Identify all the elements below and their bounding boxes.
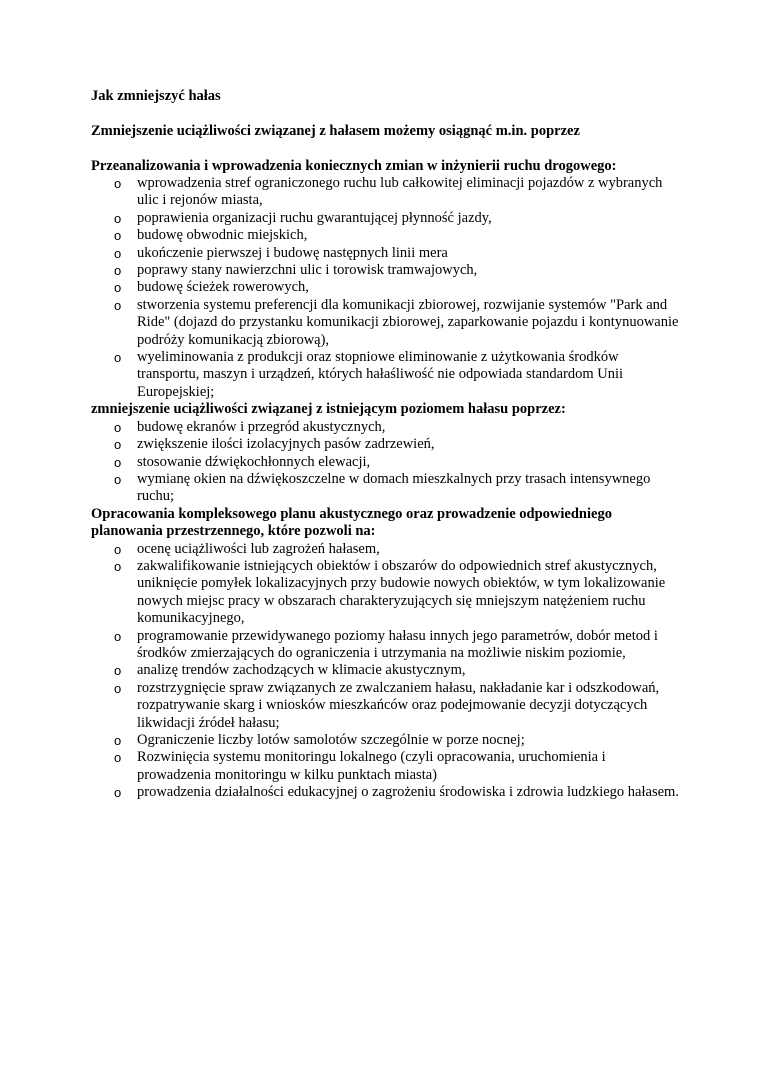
list-item [91,227,681,244]
bullet-icon: o [114,454,122,470]
section-traffic-engineering [91,158,681,402]
list-item-text: zakwalifikowanie istniejących obiektów i obszarów do odpowiednich stref akustycznych, uniknięcie pomyłek lokalizacyjnych przy budowie nowych obiektów, w tym lokalizowanie nowych miejsc pracy w obszarach charakteryzujących się mniejszym natężeniem ruchu komunikacyjnego, [137,557,666,627]
bullet-icon: o [114,228,122,244]
list-item [91,245,681,262]
list-item [91,732,681,749]
list-item [91,175,681,210]
section-acoustic-plan [91,506,681,802]
list-item [91,419,681,436]
bullet-icon: o [114,419,122,435]
bullet-icon: o [114,471,122,487]
bullet-icon: o [114,628,122,644]
list-item [91,454,681,471]
list-item [91,349,681,401]
list-item-text: zwiększenie ilości izolacyjnych pasów zadrzewień, [137,436,435,453]
list-item [91,279,681,296]
list-item-text: Ograniczenie liczby lotów samolotów szczególnie w porze nocnej; [137,732,525,748]
list-item [91,210,681,227]
bullet-icon: o [114,750,122,766]
bullet-icon: o [114,210,122,226]
bullet-icon: o [114,280,122,296]
section-existing-noise-reduction [91,401,681,505]
list-item-text: budowę ekranów i przegród akustycznych, [137,418,386,435]
list-item-text: Rozwinięcia systemu monitoringu lokalnego (czyli opracowania, uruchomienia i prowadzenia monitoringu w kilku punktach miasta) [137,749,606,783]
bullet-icon: o [114,733,122,748]
list-item [91,784,681,801]
list-item-text: ocenę uciążliwości lub zagrożeń hałasem, [137,540,380,557]
list-item-text: poprawienia organizacji ruchu gwarantującej płynność jazdy, [137,209,492,226]
list-item [91,558,681,628]
bullet-icon: o [114,245,122,261]
document-intro: Zmniejszenie uciążliwości związanej z hałasem możemy osiągnąć m.in. poprzez [91,122,580,139]
list-item-text: budowę ścieżek rowerowych, [137,279,309,296]
list-item-text: analizę trendów zachodzących w klimacie akustycznym, [137,662,466,679]
bullet-icon: o [114,263,122,279]
bullet-icon: o [114,297,122,313]
bullet-icon: o [114,785,122,801]
bullet-icon: o [114,541,122,557]
list-item-text: prowadzenia działalności edukacyjnej o zagrożeniu środowiska i zdrowia ludzkiego hałasem. [137,784,679,801]
list-item [91,297,681,349]
bullet-icon: o [114,680,122,696]
list-item [91,662,681,679]
list-item-text: stosowanie dźwiękochłonnych elewacji, [137,453,371,470]
bullet-list [91,419,681,506]
spacer [91,140,681,157]
bullet-list [91,541,681,802]
list-item-text: ukończenie pierwszej i budowę następnych linii mera [137,244,448,261]
list-item-text: wyeliminowania z produkcji oraz stopniowe eliminowanie z użytkowania środków transportu, maszyn i urządzeń, których hałaśliwość nie odpowiada standardom Unii Europejskiej; [137,349,624,400]
bullet-icon: o [114,437,122,453]
list-item-text: stworzenia systemu preferencji dla komunikacji zbiorowej, rozwijanie systemów "Park and Ride" (dojazd do przystanku komunikacji zbiorowej, zaparkowanie pojazdu i kontynuowanie podróży komunikacją zbiorową), [137,296,679,348]
bullet-icon: o [114,350,122,366]
bullet-icon: o [114,663,122,679]
bullet-icon: o [114,558,122,574]
document-title: Jak zmniejszyć hałas [91,88,221,104]
list-item-text: rozstrzygnięcie spraw związanych ze zwalczaniem hałasu, nakładanie kar i odszkodowań, rozpatrywanie skarg i wniosków mieszkańców oraz podejmowanie decyzji dotyczących likwidacji źródeł hałasu; [137,679,660,731]
section-heading: Przeanalizowania i wprowadzenia koniecznych zmian w inżynierii ruchu drogowego: [91,157,617,174]
list-item-text: wprowadzenia stref ograniczonego ruchu lub całkowitej eliminacji pojazdów z wybranych ulic i rejonów miasta, [137,175,663,209]
bullet-list [91,175,681,401]
section-heading: zmniejszenie uciążliwości związanej z istniejącym poziomem hałasu poprzez: [91,401,566,418]
spacer [91,105,681,122]
list-item [91,749,681,784]
list-item-text: wymianę okien na dźwiękoszczelne w domach mieszkalnych przy trasach intensywnego ruchu; [137,470,651,505]
list-item [91,680,681,732]
list-item-text: programowanie przewidywanego poziomy hałasu innych jego parametrów, dobór metod i środków zmierzających do ograniczenia i utrzymania na możliwie niskim poziomie, [137,627,658,661]
list-item [91,541,681,558]
section-heading: Opracowania kompleksowego planu akustycznego oraz prowadzenie odpowiedniego planowania przestrzennego, które pozwoli na: [91,505,612,540]
bullet-icon: o [114,176,122,191]
list-item [91,262,681,279]
list-item-text: poprawy stany nawierzchni ulic i torowisk tramwajowych, [137,262,478,279]
list-item [91,471,681,506]
list-item-text: budowę obwodnic miejskich, [137,227,308,244]
list-item [91,628,681,663]
document-page [91,88,681,802]
list-item [91,436,681,453]
